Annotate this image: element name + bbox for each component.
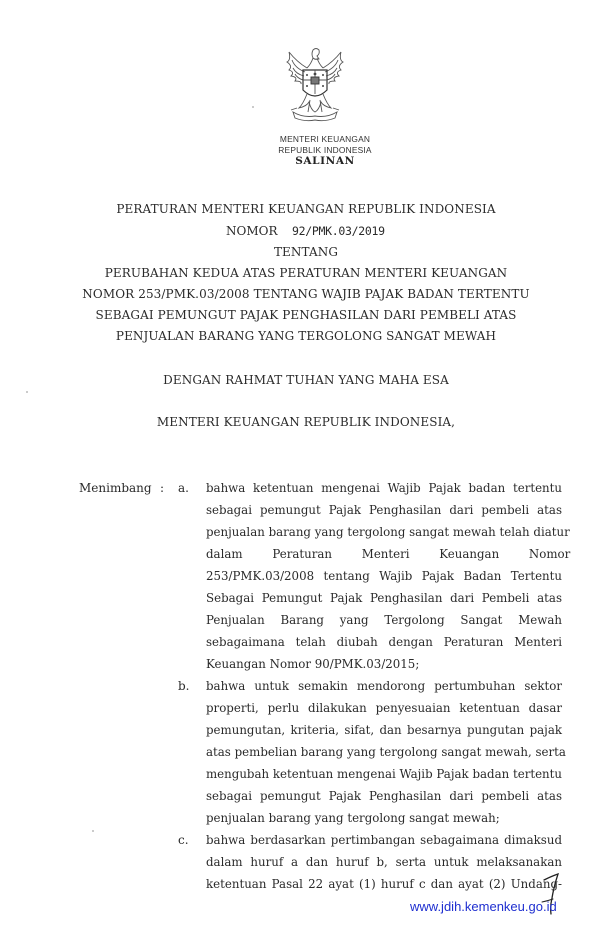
nomor-label: NOMOR <box>226 224 278 238</box>
item-b-line: penjualan barang yang tergolong sangat mewah; <box>206 811 500 825</box>
ministry-name-line1: MENTERI KEUANGAN <box>279 134 371 144</box>
item-a-line: 253/PMK.03/2008 tentang Wajib Pajak Badan Tertentu <box>206 569 562 583</box>
regulation-title: PERATURAN MENTERI KEUANGAN REPUBLIK INDONESIA <box>116 202 496 216</box>
item-b-line: mengubah ketentuan mengenai Wajib Pajak badan tertentu <box>206 767 562 781</box>
copy-stamp: SALINAN <box>295 155 355 167</box>
scan-speck <box>252 106 254 108</box>
item-a-line: bahwa ketentuan mengenai Wajib Pajak badan tertentu <box>206 481 562 495</box>
subject-line: SEBAGAI PEMUNGUT PAJAK PENGHASILAN DARI PEMBELI ATAS <box>95 308 517 322</box>
item-letter: c. <box>178 833 189 847</box>
item-c-line: ketentuan Pasal 22 ayat (1) huruf c dan ayat (2) Undang- <box>206 877 562 891</box>
garuda-emblem-icon <box>283 46 347 128</box>
tentang-heading: TENTANG <box>273 245 339 259</box>
menimbang-colon: : <box>160 481 165 495</box>
item-a-line: Penjualan Barang yang Tergolong Sangat Mewah <box>206 613 562 627</box>
item-b-line: atas pembelian barang yang tergolong sangat mewah, serta <box>206 745 566 759</box>
item-b-line: pemungutan, kriteria, sifat, dan besarnya pungutan pajak <box>206 723 562 737</box>
invocation: DENGAN RAHMAT TUHAN YANG MAHA ESA <box>163 373 449 387</box>
scan-speck <box>26 391 28 393</box>
item-letter: b. <box>178 679 190 693</box>
item-b-line: properti, perlu dilakukan penyesuaian ketentuan dasar <box>206 701 562 715</box>
subject-line: PENJUALAN BARANG YANG TERGOLONG SANGAT MEWAH <box>115 329 497 343</box>
item-b-line: bahwa untuk semakin mendorong pertumbuhan sektor <box>206 679 562 693</box>
footer-url-link[interactable]: www.jdih.kemenkeu.go.id <box>410 899 557 914</box>
nomor-value: 92/PMK.03/2019 <box>292 224 385 238</box>
item-a-line: dalam Peraturan Menteri Keuangan Nomor <box>206 547 571 561</box>
item-b-line: sebagai pemungut Pajak Penghasilan dari pembeli atas <box>206 789 562 803</box>
item-a-line: penjualan barang yang tergolong sangat mewah telah diatur <box>206 525 570 539</box>
item-c-line: dalam huruf a dan huruf b, serta untuk melaksanakan <box>206 855 562 869</box>
item-a-line: Sebagai Pemungut Pajak Penghasilan dari Pembeli atas <box>206 591 562 605</box>
minister-heading: MENTERI KEUANGAN REPUBLIK INDONESIA, <box>156 415 456 429</box>
item-c-line: bahwa berdasarkan pertimbangan sebagaimana dimaksud <box>206 833 562 847</box>
item-a-line: sebagaimana telah diubah dengan Peraturan Menteri <box>206 635 562 649</box>
item-letter: a. <box>178 481 189 495</box>
scan-speck <box>92 830 94 832</box>
item-a-line: sebagai pemungut Pajak Penghasilan dari pembeli atas <box>206 503 562 517</box>
ministry-name-line2: REPUBLIK INDONESIA <box>278 145 372 155</box>
subject-line: NOMOR 253/PMK.03/2008 TENTANG WAJIB PAJAK BADAN TERTENTU <box>82 287 530 301</box>
menimbang-label: Menimbang <box>79 481 152 495</box>
subject-line: PERUBAHAN KEDUA ATAS PERATURAN MENTERI KEUANGAN <box>104 266 508 280</box>
item-a-line: Keuangan Nomor 90/PMK.03/2015; <box>206 657 420 671</box>
